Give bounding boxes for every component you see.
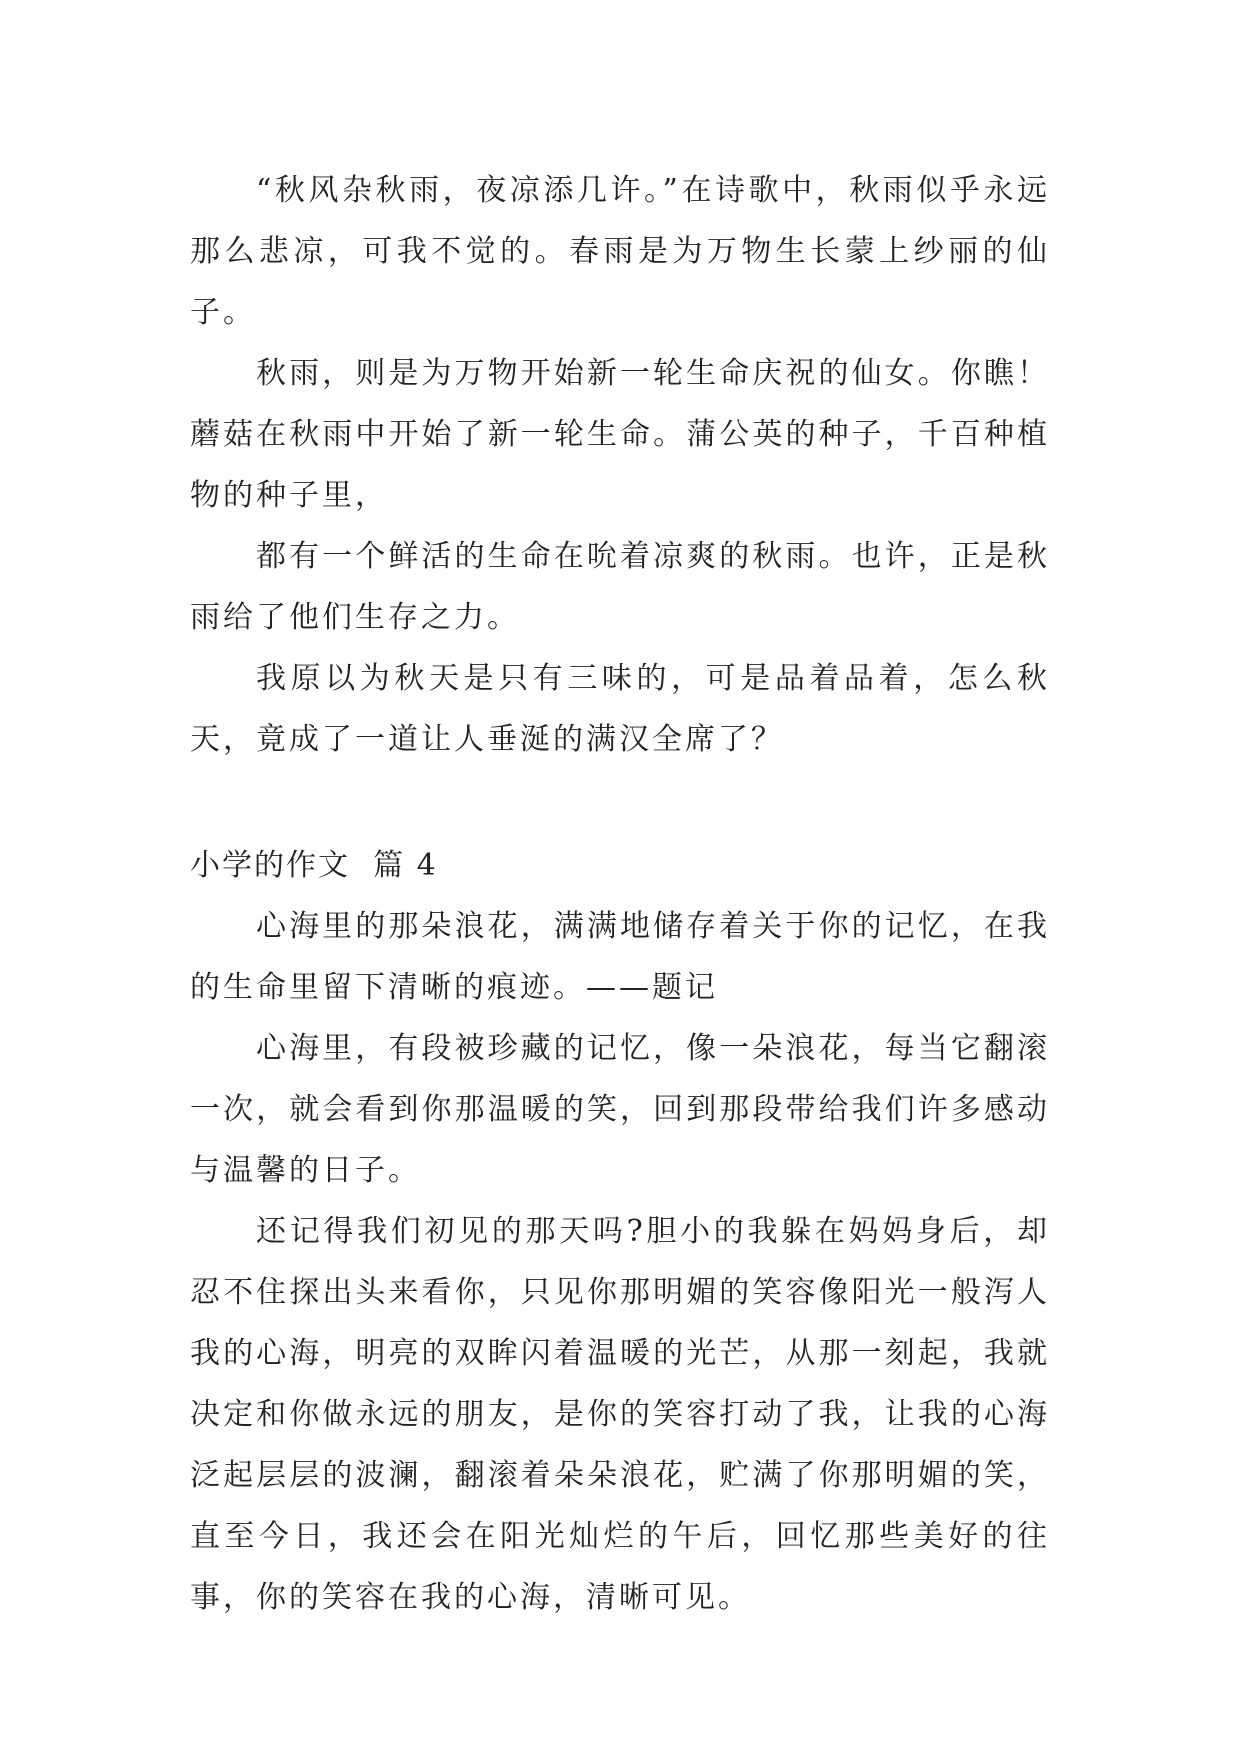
paragraph: 心海里的那朵浪花，满满地储存着关于你的记忆，在我的生命里留下清晰的痕迹。——题记 — [190, 909, 1050, 1005]
section-heading: 小学的作文 篇 4 — [190, 848, 438, 883]
document-body — [190, 160, 1050, 1628]
paragraph: 秋雨，则是为万物开始新一轮生命庆祝的仙女。你瞧！蘑菇在秋雨中开始了新一轮生命。蒲公英的种子，千百种植物的种子里， — [190, 356, 1050, 513]
paragraph: 还记得我们初见的那天吗?胆小的我躲在妈妈身后，却忍不住探出头来看你，只见你那明媚的笑容像阳光一般泻人我的心海，明亮的双眸闪着温暖的光芒，从那一刻起，我就决定和你做永远的朋友，是你的笑容打动了我，让我的心海泛起层层的波澜，翻滚着朵朵浪花，贮满了你那明媚的笑，直至今日，我还会在阳光灿烂的午后，回忆那些美好的往事，你的笑容在我的心海，清晰可见。 — [190, 1214, 1050, 1615]
paragraph: 心海里，有段被珍藏的记忆，像一朵浪花，每当它翻滚一次，就会看到你那温暖的笑，回到那段带给我们许多感动与温馨的日子。 — [190, 1031, 1050, 1188]
paragraph: “秋风杂秋雨，夜凉添几许。”在诗歌中，秋雨似乎永远那么悲凉，可我不觉的。春雨是为万物生长蒙上纱丽的仙子。 — [190, 173, 1050, 330]
paragraph: 都有一个鲜活的生命在吮着凉爽的秋雨。也许，正是秋雨给了他们生存之力。 — [190, 539, 1050, 635]
paragraph: 我原以为秋天是只有三味的，可是品着品着，怎么秋天，竟成了一道让人垂涎的满汉全席了？ — [190, 661, 1050, 757]
